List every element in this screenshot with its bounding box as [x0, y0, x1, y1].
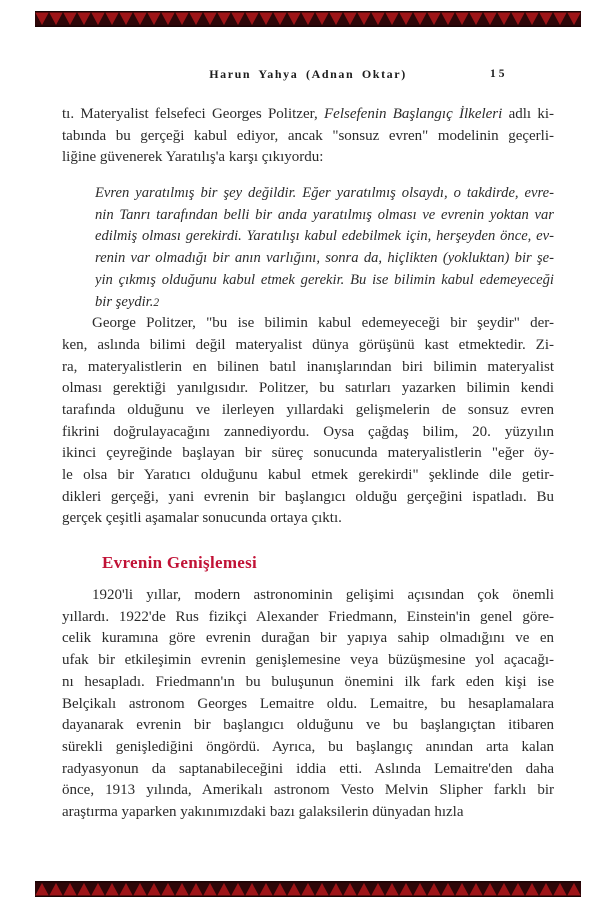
- text-line: [62, 585, 554, 607]
- page-body: [62, 104, 554, 824]
- text-line: [62, 650, 554, 672]
- text-segment: adlı ki-: [502, 106, 554, 122]
- paragraph: [62, 313, 554, 530]
- block-quote: [95, 183, 554, 313]
- text-segment: nı hesapladı. Friedmann'ın bu buluşunun önemini ilk fark eden kişi ise: [62, 673, 554, 690]
- text-segment: celik kuramına göre evrenin durağan bir yapıya sahip olmadığını ve en: [62, 630, 554, 647]
- paragraph: [62, 104, 554, 169]
- text-line: [62, 508, 554, 530]
- text-line: [95, 205, 554, 227]
- text-segment: ra, materyalistlerin en bilinen batıl inanışlarından biri bilimin materyalist: [62, 358, 554, 375]
- text-segment: radyasyonun da saptanabileceğini iddia etti. Aslında Lemaitre'den daha: [62, 760, 554, 777]
- text-line: [62, 313, 554, 335]
- text-line: [62, 715, 554, 737]
- text-segment: önce, 1913 yılında, Amerikalı astronom Vesto Melvin Slipher farklı bir: [62, 782, 554, 799]
- page-number: 15: [490, 68, 508, 80]
- text-segment: yin çıkmış olduğunu kabul etmek gerekir. Bu ise bilimin kabul edemeyeceği: [95, 271, 554, 288]
- text-line: [62, 672, 554, 694]
- text-line: [62, 443, 554, 465]
- text-line: [62, 780, 554, 802]
- text-line: [62, 737, 554, 759]
- text-line: [62, 422, 554, 444]
- text-line: [62, 759, 554, 781]
- text-segment: dikleri gerçeği, yani evrenin bir başlangıcı olduğu gerçeğini ispatladı. Bu: [62, 488, 554, 505]
- running-header-title: Harun Yahya (Adnan Oktar): [209, 67, 407, 81]
- text-line: [62, 378, 554, 400]
- text-segment: tarafında olduğunu ve ilerleyen yıllardaki gelişmelerin de sonsuz evren: [62, 401, 554, 418]
- text-line: [95, 226, 554, 248]
- text-segment: liğine güvenerek Yaratılış'a karşı çıkıyordu:: [62, 149, 324, 166]
- text-line: [62, 104, 554, 126]
- text-segment: sürekli genişlediğini öngördü. Ayrıca, bu başlangıç anından arta kalan: [62, 738, 554, 755]
- text-segment: renin var olmadığı bir anın varlığını, sonra da, hiçlikten (yokluktan) bir şe-: [95, 250, 554, 267]
- text-line: [62, 487, 554, 509]
- text-segment: nin Tanrı tarafından belli bir anda yaratılmış olması ve evrenin yoktan var: [95, 206, 554, 223]
- decorative-border-top: [35, 11, 581, 27]
- text-line: [62, 607, 554, 629]
- text-segment: Evren yaratılmış bir şey değildir. Eğer yaratılmış olsaydı, o takdirde, evre-: [95, 185, 554, 202]
- text-segment: ken, aslında bilimi değil materyalist dünya görüşünü kast etmektedir. Zi-: [62, 336, 554, 353]
- text-segment: Belçikalı astronom Georges Lemaitre oldu. Lemaitre, bu hesaplamalara: [62, 695, 554, 712]
- text-segment: yıllardı. 1922'de Rus fizikçi Alexander Friedmann, Einstein'in genel göre-: [62, 608, 554, 625]
- text-segment: le olsa bir Yaratıcı olduğunu kabul etmek gerekirdi" şeklinde dile getir-: [62, 467, 554, 483]
- text-line: [62, 147, 554, 169]
- text-segment: edilmiş olması gerekirdi. Yaratılışı kabul edebilmek için, herşeyden önce, ev-: [95, 228, 554, 245]
- text-line: [95, 270, 554, 292]
- paragraph: [62, 585, 554, 824]
- text-line: [95, 248, 554, 270]
- text-segment: olması gerektiği yanılgısıdır. Politzer, bu satırları yazarken bilimin kendi: [62, 380, 554, 397]
- text-line: [62, 465, 554, 487]
- text-line: [62, 400, 554, 422]
- text-segment: tı. Materyalist felsefeci Georges Politzer,: [62, 106, 325, 122]
- text-line: [62, 335, 554, 357]
- text-line: [62, 628, 554, 650]
- text-segment: 1920'li yıllar, modern astronominin gelişimi açısından çok önemli: [92, 587, 554, 604]
- text-segment: araştırma yaparken yakınımızdaki bazı galaksilerin dünyadan hızla: [62, 803, 464, 820]
- text-segment: dayanarak evrenin bir başlangıcı olduğunu ve bu başlangıçtan itibaren: [62, 717, 554, 734]
- text-line: [62, 694, 554, 716]
- text-line: [95, 183, 554, 205]
- text-line: [95, 292, 554, 314]
- text-segment: ufak bir etkileşimin evrenin genişlemesine veya büzüşmesine yol açacağı-: [62, 652, 554, 669]
- text-line: [62, 357, 554, 379]
- decorative-border-bottom: [35, 881, 581, 897]
- text-line: [62, 802, 554, 824]
- text-segment: gerçek çeşitli aşamalar sonucunda ortaya çıktı.: [62, 510, 342, 527]
- italic-text: Felsefenin Başlangıç İlkeleri: [324, 106, 503, 122]
- text-segment: fikrini doğrulayacağını zannediyordu. Oysa çağdaş bilim, 20. yüzyılın: [62, 423, 554, 440]
- text-segment: ikinci çeyreğinde başlayan bir süreç sonucunda materyalistlerin "eğer öy-: [62, 445, 554, 462]
- text-segment: tabında bu gerçeği kabul ediyor, ancak "sonsuz evren" modelinin geçerli-: [62, 127, 554, 144]
- section-heading: Evrenin Genişlemesi: [102, 553, 258, 573]
- text-line: [62, 126, 554, 148]
- footnote-marker: 2: [153, 296, 160, 309]
- text-segment: George Politzer, "bu ise bilimin kabul edemeyeceği bir şeydir" der-: [92, 315, 554, 332]
- text-segment: bir şeydir.: [95, 293, 154, 310]
